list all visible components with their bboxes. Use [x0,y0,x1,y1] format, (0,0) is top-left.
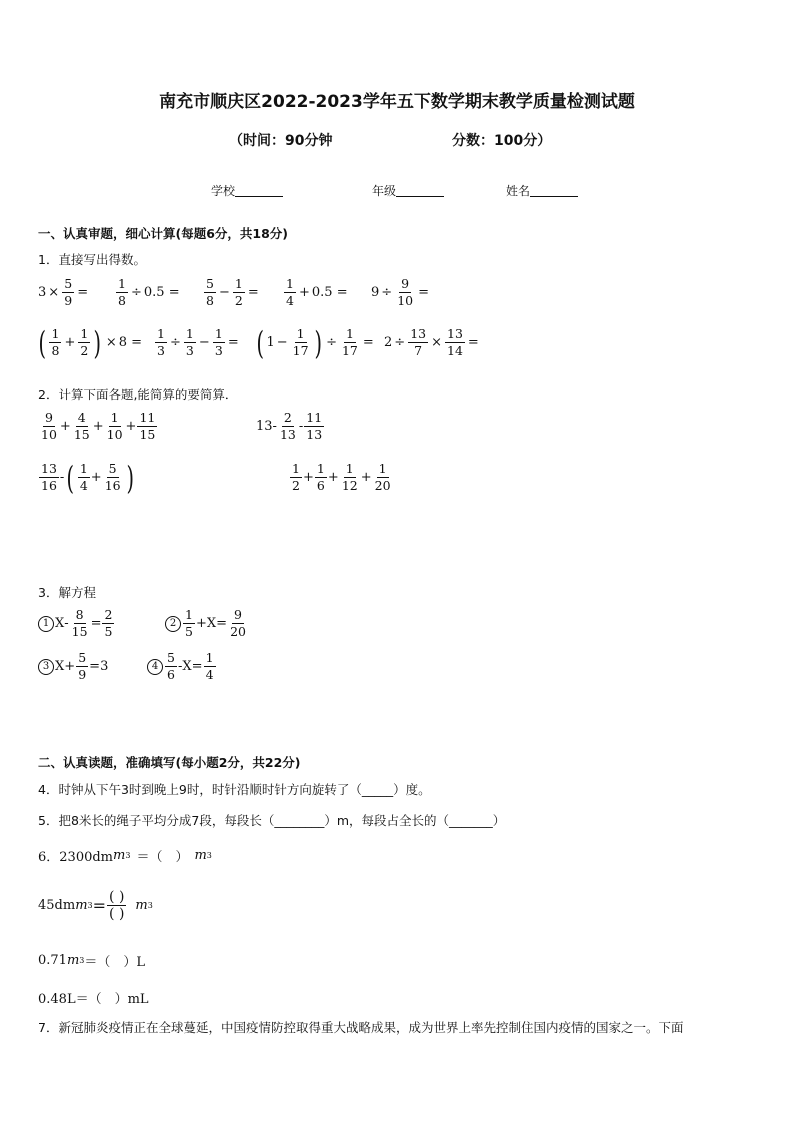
unit-exponent: 3 [87,901,93,910]
denominator: 9 [78,667,87,682]
minus-sign: - [59,470,65,485]
denominator: 20 [230,624,246,639]
plus-sign: + [64,335,76,350]
denominator: 15 [139,427,156,442]
fraction [284,276,296,309]
calc-2 [115,276,180,309]
fraction [62,276,74,309]
calc-q2-3 [38,458,136,497]
minus-sign: - [64,616,69,631]
right-paren: ) [314,323,322,362]
numerator: 1 [284,276,296,293]
denominator: 2 [292,478,300,493]
calc-3 [203,276,261,309]
denominator: 7 [414,343,423,358]
fraction [278,410,298,443]
circled-number: 2 [165,616,181,632]
fraction [291,326,311,359]
denominator: 6 [167,667,175,682]
equals-sign: = [247,285,259,300]
numerator: 5 [107,461,119,478]
denominator: 16 [41,478,57,493]
unit-m: m [66,953,80,968]
calc-text: 0.5 = [143,285,180,300]
calc-text: 13 [256,419,273,434]
variable-x: X [55,659,65,674]
name-label: 姓名 [506,184,531,198]
calc-text: 2 [384,335,393,350]
numerator: 1 [204,650,216,667]
numerator: 13 [41,461,57,476]
plus-sign: + [59,419,71,434]
exam-score: 分数：100分） [452,133,552,149]
numerator: 9 [43,410,55,427]
denominator: 16 [104,478,121,493]
fraction [213,326,225,359]
variable-x: X [182,659,192,674]
denominator: 8 [206,293,214,308]
fraction [304,410,324,443]
numerator: 8 [74,607,86,624]
variable-x: X [55,616,65,631]
minus-sign: − [276,335,288,350]
fraction [102,607,114,640]
fraction [204,276,216,309]
fraction [39,410,59,443]
unit-exponent: 3 [147,901,153,910]
equation-2 [165,607,249,640]
fraction [183,607,195,640]
q6-text: 6．2300dm [38,850,114,865]
divide-sign: ÷ [394,335,406,350]
fraction [340,326,360,359]
times-sign: × [105,335,117,350]
name-field [506,182,578,199]
calc-text: 0.5 = [311,285,348,300]
question-6-line-4 [38,988,149,1007]
minus-sign: - [178,659,183,674]
calc-9 [384,326,481,359]
calc-text: 8 = [118,335,143,350]
left-paren: ( [66,458,75,497]
fraction [204,650,216,683]
numerator: 1 [78,326,90,343]
denominator: 4 [79,478,88,493]
denominator: 5 [104,624,113,639]
denominator: 8 [118,293,126,308]
name-blank [530,184,578,197]
equals-sign: = [418,285,429,300]
plus-sign: + [64,659,76,674]
circled-number: 1 [38,616,54,632]
plus-sign: + [196,616,207,631]
numerator: 1 [49,326,61,343]
denominator: 9 [64,293,73,308]
unit-m: m [113,848,126,863]
plus-sign: + [327,470,339,485]
calc-5 [371,276,431,309]
numerator: 1 [344,326,356,343]
denominator: 10 [41,427,57,442]
question-6-line-3 [38,951,145,970]
numerator: 5 [204,276,216,293]
unit-exponent: 3 [206,851,212,860]
calc-text: 3 [100,659,109,674]
equals-sign: = [467,335,479,350]
q6-text: ＝（ ）L [84,955,146,970]
minus-sign: - [272,419,277,434]
question-6-line-2 [38,889,153,922]
fraction [290,461,302,494]
left-paren: ( [38,323,46,362]
plus-sign: + [299,285,310,300]
school-label: 学校 [211,184,236,198]
denominator: 6 [316,478,325,493]
fraction [395,276,415,309]
minus-sign: - [298,419,304,434]
question-2: 2．计算下面各题,能简算的要简算． [38,387,238,402]
fraction [137,410,157,443]
numerator: 1 [213,326,225,343]
numerator: 13 [447,326,463,341]
question-5: 5．把8米长的绳子平均分成7段，每段长（________）m，每段占全长的（_______） [38,813,506,828]
circled-number: 3 [38,659,54,675]
question-7: 7．新冠肺炎疫情正在全球蔓延，中国疫情防控取得重大战略成果，成为世界上率先控制住国内疫情的国家之一。下面 [38,1020,684,1035]
calc-6 [36,323,143,362]
numerator: ( ) [109,889,125,905]
times-sign: × [48,285,60,300]
equals-sign: = [227,335,239,350]
numerator: 1 [184,326,196,343]
fraction [408,326,428,359]
divide-sign: ÷ [326,335,337,350]
plus-sign: + [125,419,137,434]
numerator: 2 [282,410,294,427]
q6-text: 0.48L＝（ ）mL [38,992,149,1007]
numerator: 1 [109,410,121,427]
denominator: 15 [71,624,88,639]
numerator: 1 [295,326,307,343]
fraction [103,461,123,494]
denominator: 5 [185,624,193,639]
fraction [184,326,196,359]
numerator: 11 [306,410,323,425]
q6-text: 45dm [38,898,76,913]
numerator: 9 [232,607,244,624]
exam-time: （时间：90分钟 [229,133,333,149]
school-field [211,182,283,199]
equals-sign: = [77,285,89,300]
variable-x: X [206,616,217,631]
fraction [155,326,167,359]
numerator: 1 [78,461,90,478]
fraction [116,276,128,309]
question-4: 4．时钟从下午3时到晚上9时，时针沿顺时针方向旋转了（_____）度。 [38,782,431,797]
fraction [107,889,126,922]
numerator: 13 [410,326,427,341]
divide-sign: ÷ [170,335,181,350]
denominator: 4 [286,293,294,308]
unit-exponent: 3 [125,851,131,860]
plus-sign: + [92,419,104,434]
unit-m: m [194,848,207,863]
fraction [340,461,360,494]
equation-4 [147,650,217,683]
calc-4 [283,276,348,309]
grade-label: 年级 [372,184,397,198]
fraction [105,410,125,443]
denominator: 2 [234,293,243,308]
numerator: 1 [155,326,167,343]
calc-q2-1 [38,410,158,443]
calc-text: 1 [266,335,275,350]
numerator: 2 [102,607,114,624]
minus-sign: − [198,335,210,350]
fraction [315,461,327,494]
numerator: 9 [399,276,411,293]
plus-sign: + [303,470,314,485]
equation-1 [38,607,115,640]
q6-text: ＝（ ） [136,850,189,865]
denominator: 10 [106,427,123,442]
plus-sign: + [90,470,102,485]
numerator: 5 [76,650,88,667]
denominator: 3 [157,343,165,358]
numerator: 5 [62,276,74,293]
numerator: 1 [315,461,327,478]
fraction [233,276,245,309]
fraction [165,650,177,683]
circled-number: 4 [147,659,163,675]
equation-3 [38,650,108,683]
q6-text: 0.71 [38,953,67,968]
denominator: ( ) [109,906,125,922]
equals-sign: = [216,616,228,631]
section1-heading: 一、认真审题，细心计算(每题6分，共18分) [38,226,289,241]
right-paren: ) [93,323,102,362]
equals-sign: = [89,659,101,674]
numerator: 11 [139,410,156,425]
numerator: 1 [116,276,128,293]
numerator: 5 [165,650,177,667]
fraction [39,461,59,494]
equals-sign: = [191,659,203,674]
denominator: 12 [341,478,358,493]
numerator: 1 [377,461,389,478]
denominator: 3 [214,343,223,358]
denominator: 2 [80,343,89,358]
equals-sign: = [92,896,107,915]
denominator: 17 [341,343,358,358]
numerator: 1 [344,461,356,478]
fraction [72,410,92,443]
left-paren: ( [256,323,264,362]
fraction [70,607,90,640]
numerator: 4 [76,410,88,427]
equals-sign: = [90,616,102,631]
plus-sign: + [360,470,372,485]
calc-7 [154,326,241,359]
calc-q2-4 [289,461,394,494]
denominator: 13 [306,427,323,442]
question-1: 1．直接写出得数。 [38,252,146,267]
denominator: 14 [447,343,463,358]
unit-m: m [75,898,88,913]
question-6-line-1 [38,846,212,865]
calc-text: 3 [38,285,47,300]
unit-exponent: 3 [79,956,85,965]
denominator: 15 [73,427,90,442]
denominator: 3 [185,343,194,358]
calc-q2-2 [256,410,325,443]
fraction [78,326,90,359]
page-title: 南充市顺庆区2022-2023学年五下数学期末教学质量检测试题 [159,92,635,112]
denominator: 13 [279,427,296,442]
numerator: 1 [183,607,195,624]
numerator: 1 [290,461,302,478]
denominator: 4 [205,667,214,682]
fraction [49,326,61,359]
denominator: 20 [374,478,391,493]
denominator: 8 [51,343,60,358]
minus-sign: − [219,285,230,300]
grade-blank [396,184,444,197]
calc-8 [254,323,376,362]
fraction [76,650,88,683]
section2-heading: 二、认真读题，准确填写(每小题2分，共22分) [38,755,301,770]
denominator: 17 [292,343,309,358]
divide-sign: ÷ [131,285,142,300]
times-sign: × [431,335,442,350]
calc-1 [38,276,90,309]
fraction [373,461,393,494]
school-blank [235,184,283,197]
question-3: 3．解方程 [38,585,96,600]
fraction [228,607,248,640]
divide-sign: ÷ [381,285,393,300]
unit-m: m [135,898,148,913]
numerator: 1 [233,276,245,293]
right-paren: ) [126,458,134,497]
fraction [445,326,465,359]
denominator: 10 [397,293,414,308]
fraction [78,461,90,494]
grade-field [372,182,444,199]
calc-text: 9 [371,285,380,300]
equals-sign: = [362,335,374,350]
